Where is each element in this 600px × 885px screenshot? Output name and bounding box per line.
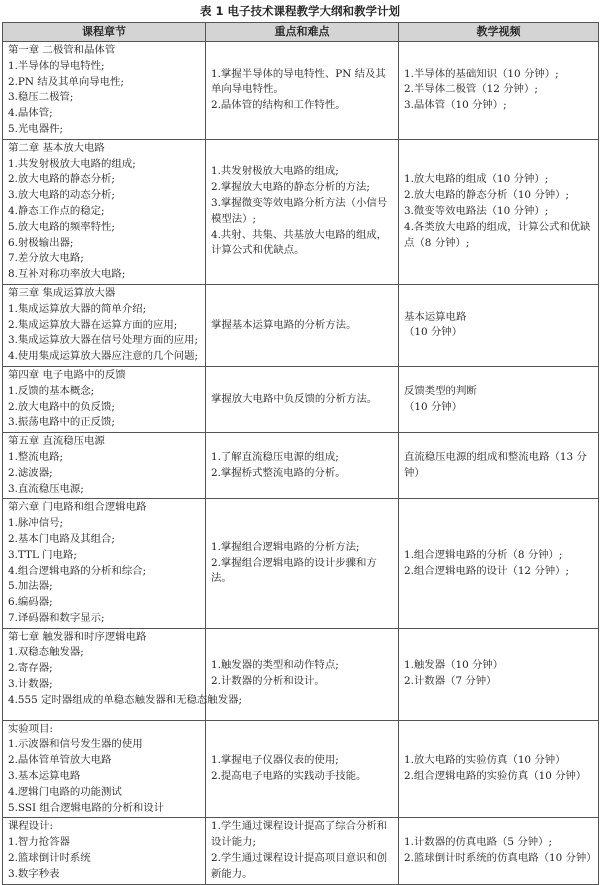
table-row [3, 720, 599, 818]
focus-line: 3.掌握微变等效电路分析方法（小信号模型法）; [211, 197, 388, 225]
chapter-line: 4.使用集成运算放大器应注意的几个问题; [8, 350, 199, 363]
chapter-line: 第五章 直流稳压电源 [8, 435, 105, 448]
table-row [3, 139, 599, 284]
chapter-line: 课程设计: [8, 820, 54, 833]
focus-line: 掌握基本运算电路的分析方法。 [211, 318, 357, 331]
video-line: 3.微变等效电路法（10 分钟）; [404, 204, 549, 217]
chapter-cell [3, 366, 206, 432]
chapter-line: 1.反馈的基本概念; [8, 384, 95, 397]
focus-cell [206, 818, 399, 884]
chapter-line: 2.寄存器; [8, 662, 53, 675]
focus-cell [206, 433, 399, 499]
chapter-line: 第二章 基本放大电路 [8, 141, 105, 154]
focus-cell [206, 42, 399, 140]
video-line: （10 分钟） [404, 400, 463, 413]
video-line: 1.半导体的基础知识（10 分钟）; [404, 67, 559, 80]
video-line: 1.放大电路的组成（10 分钟）; [404, 173, 549, 186]
video-line: 直流稳压电源的组成和整流电路（13 分钟） [404, 450, 587, 479]
focus-line: 2.提高电子电路的实践动手技能。 [211, 770, 367, 783]
chapter-line: 2.基本门电路及其组合; [8, 532, 115, 545]
video-line: 1.计数器的仿真电路（5 分钟）; [404, 836, 553, 849]
focus-line: 1.了解直流稳压电源的组成; [211, 450, 339, 463]
chapter-line: 4.555 定时器组成的单稳态触发器和无稳态触发器; [8, 693, 242, 706]
focus-cell [206, 628, 399, 720]
chapter-line: 3.计数器; [8, 678, 53, 691]
chapter-line: 6.编码器; [8, 596, 53, 609]
chapter-line: 2.滤波器; [8, 466, 53, 479]
chapter-cell [3, 42, 206, 140]
chapter-line: 1.脉冲信号; [8, 517, 63, 530]
video-line: 基本运算电路 [404, 310, 467, 323]
chapter-line: 第七章 触发器和时序逻辑电路 [8, 630, 147, 643]
table-row [3, 818, 599, 884]
chapter-line: 1.集成运算放大器的简单介绍; [8, 302, 147, 315]
video-line: 1.放大电路的实验仿真（10 分钟） [404, 754, 566, 767]
video-cell [399, 366, 599, 432]
chapter-line: 3.直流稳压电源; [8, 482, 84, 495]
chapter-line: 7.差分放大电路; [8, 252, 84, 265]
focus-line: 1.掌握组合逻辑电路的分析方法; [211, 540, 360, 553]
chapter-line: 1.示波器和信号发生器的使用 [8, 738, 143, 751]
video-cell [399, 499, 599, 628]
chapter-line: 4.晶体管; [8, 107, 53, 120]
chapter-cell [3, 628, 242, 720]
chapter-line: 3.放大电路的动态分析; [8, 189, 115, 202]
focus-line: 2.晶体管的结构和工作特性。 [211, 99, 346, 112]
focus-cell [206, 139, 399, 284]
chapter-cell [3, 284, 206, 366]
chapter-line: 2.篮球倒计时系统 [8, 852, 91, 865]
chapter-line: 1.共发射极放大电路的组成; [8, 157, 136, 170]
video-cell [399, 628, 599, 720]
chapter-line: 1.半导体的导电特性; [8, 59, 105, 72]
video-line: 2.计数器（7 分钟） [404, 675, 497, 688]
focus-cell [206, 366, 399, 432]
chapter-line: 5.SSI 组合逻辑电路的分析和设计 [8, 801, 165, 814]
chapter-cell [3, 720, 206, 818]
chapter-line: 7.译码器和数字显示; [8, 611, 105, 624]
chapter-line: 3.TTL 门电路; [8, 548, 77, 561]
focus-line: 掌握放大电路中负反馈的分析方法。 [211, 392, 378, 405]
video-cell [399, 42, 599, 140]
video-line: 4.各类放大电路的组成，计算公式和优缺点（8 分钟）; [404, 220, 591, 249]
column-header-video: 教学视频 [399, 23, 599, 42]
chapter-line: 5.加法器; [8, 580, 53, 593]
chapter-line: 4.逻辑门电路的功能测试 [8, 785, 122, 798]
chapter-line: 3.集成运算放大器在信号处理方面的应用; [8, 334, 199, 347]
chapter-line: 4.静态工作点的稳定; [8, 204, 105, 217]
chapter-line: 第一章 二极管和晶体管 [8, 44, 116, 56]
focus-line: 1.掌握电子仪器仪表的使用; [211, 754, 339, 767]
chapter-line: 3.基本运算电路 [8, 770, 81, 783]
column-header-focus: 重点和难点 [206, 23, 399, 42]
focus-cell [206, 720, 399, 818]
chapter-cell [3, 139, 206, 284]
video-cell [399, 139, 599, 284]
table-row [3, 366, 599, 432]
chapter-line: 2.放大电路中的负反馈; [8, 400, 115, 413]
chapter-line: 5.放大电路的频率特性; [8, 220, 115, 233]
focus-line: 2.掌握放大电路的静态分析的方法; [211, 181, 370, 194]
video-cell [399, 284, 599, 366]
video-cell [399, 818, 599, 884]
chapter-cell [3, 433, 206, 499]
chapter-line: 3.振荡电路中的正反馈; [8, 416, 115, 429]
video-line: 2.放大电路的静态分析（10 分钟）; [404, 189, 570, 202]
video-line: 2.篮球倒计时系统的仿真电路（10 分钟） [404, 852, 597, 865]
chapter-line: 4.组合逻辑电路的分析和综合; [8, 564, 147, 577]
focus-line: 2.学生通过课程设计提高项目意识和创新能力。 [211, 852, 388, 880]
chapter-line: 2.放大电路的静态分析; [8, 173, 115, 186]
table-header-row [3, 23, 599, 42]
chapter-line: 实验项目: [8, 722, 54, 735]
chapter-line: 1.双稳态触发器; [8, 646, 84, 659]
chapter-line: 2.集成运算放大器在运算方面的应用; [8, 318, 178, 331]
video-cell [399, 720, 599, 818]
focus-line: 1.共发射极放大电路的组成; [211, 165, 339, 178]
chapter-line: 第三章 集成运算放大器 [8, 286, 116, 299]
focus-line: 2.掌握组合逻辑电路的设计步骤和方法。 [211, 556, 377, 585]
syllabus-table [2, 22, 599, 885]
focus-line: 2.掌握桥式整流电路的分析。 [211, 466, 346, 479]
table-row [3, 284, 599, 366]
focus-line: 1.触发器的类型和动作特点; [211, 659, 339, 672]
chapter-line: 2.晶体管单管放大电路 [8, 754, 112, 767]
video-line: 3.晶体管（10 分钟）; [404, 99, 507, 112]
table-row [3, 42, 599, 140]
focus-line: 1.学生通过课程设计提高了综合分析和设计能力; [211, 820, 388, 849]
video-line: 1.组合逻辑电路的分析（8 分钟）; [404, 548, 563, 561]
chapter-line: 2.PN 结及其单向导电性; [8, 75, 124, 88]
focus-line: 4.共射、共集、共基放大电路的组成，计算公式和优缺点。 [211, 228, 388, 257]
chapter-line: 第四章 电子电路中的反馈 [8, 368, 126, 381]
focus-line: 2.计数器的分析和设计。 [211, 675, 325, 688]
chapter-line: 1.整流电路; [8, 450, 63, 463]
video-line: 反馈类型的判断 [404, 384, 477, 397]
chapter-line: 8.互补对称功率放大电路; [8, 268, 126, 281]
table-row [3, 499, 599, 628]
video-line: 2.组合逻辑电路的设计（12 分钟）; [404, 564, 570, 577]
chapter-line: 第六章 门电路和组合逻辑电路 [8, 501, 147, 514]
table-title: 表 1 电子技术课程教学大纲和教学计划 [199, 4, 400, 18]
column-header-chapter: 课程章节 [3, 23, 206, 42]
table-row [3, 628, 599, 720]
video-line: 1.触发器（10 分钟） [404, 659, 504, 672]
chapter-line: 3.数字秒表 [8, 867, 60, 880]
focus-cell [206, 499, 399, 628]
video-line: 2.半导体二极管（12 分钟）; [404, 83, 538, 96]
video-cell [399, 433, 599, 499]
chapter-line: 5.光电器件; [8, 122, 63, 135]
chapter-line: 6.射极输出器; [8, 236, 74, 249]
chapter-cell [3, 499, 206, 628]
focus-cell [206, 284, 399, 366]
video-line: （10 分钟） [404, 326, 463, 339]
focus-line: 1.掌握半导体的导电特性、PN 结及其单向导电特性。 [211, 67, 386, 96]
table-row [3, 433, 599, 499]
video-line: 2.组合逻辑电路的实验仿真（10 分钟） [404, 770, 587, 783]
chapter-line: 1.智力抢答器 [8, 836, 70, 849]
chapter-cell [3, 818, 206, 884]
chapter-line: 3.稳压二极管; [8, 91, 74, 104]
